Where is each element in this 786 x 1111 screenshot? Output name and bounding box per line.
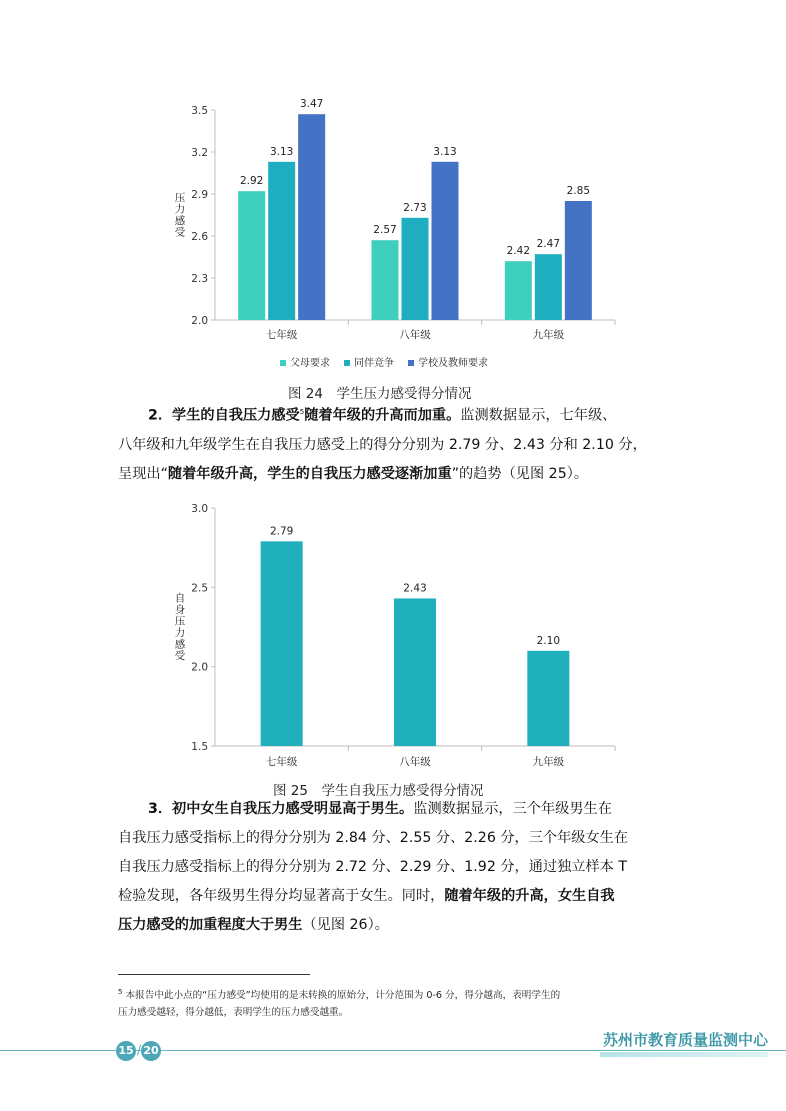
footnote-ref[interactable]: 5 [299,408,305,416]
fig24-data-label: 3.13 [433,145,457,158]
fig25-y-tick-label: 3.0 [191,503,208,515]
p2-l3b: ”的趋势（见图 25）。 [451,465,589,482]
fig25-y-axis-label: 自身压力感受 [174,592,186,663]
fig24-bar [565,201,592,320]
fig25-bar [527,651,569,746]
p2-line2: 八年级和九年级学生在自我压力感受上的得分分别为 2.79 分、2.43 分和 2.10 分， [118,436,647,453]
p2-bold2: 随着年级的升高而加重。 [304,407,461,424]
fig25-bar [261,541,303,746]
p3-line4 [118,882,678,911]
p3-line1 [118,795,678,824]
page-current: 15 [116,1041,136,1061]
fig24-caption: 图 24 学生压力感受得分情况 [288,386,472,402]
fig24-y-tick-label: 2.3 [191,273,208,285]
paragraph-2 [118,398,678,489]
fig25-x-tick-label: 八年级 [399,756,431,768]
fig25-bar [394,598,436,746]
fig24-bar [535,254,562,320]
fig24-bar [372,240,399,320]
p2-l3a: 呈现出“ [118,465,168,482]
fig25-y-tick-label: 2.5 [191,582,208,595]
fig24-legend-swatch [280,360,286,366]
fig24-bar [432,162,459,320]
footnote-line2: 压力感受越轻，得分越低，表明学生的压力感受越重。 [118,1007,349,1019]
p2-line3 [118,460,678,489]
page-total: 20 [141,1041,161,1061]
fig24-data-label: 3.47 [299,98,324,111]
footnote-line1 [118,984,678,1004]
footer-bar [600,1052,768,1057]
fig24-legend-swatch [408,360,414,366]
fig25-data-label: 2.43 [403,582,427,595]
footnote-mark: 5 [118,988,123,996]
footnote-text1: 本报告中此小点的“压力感受”均使用的是未转换的原始分，计分范围为 0-6 分，得分越高，表明学生的 [125,990,561,1002]
fig25-data-label: 2.10 [536,634,561,647]
fig24-data-label: 2.57 [373,224,397,237]
p2-rest: 监测数据显示，七年级、 [460,407,617,424]
chart-fig24 [160,95,630,375]
p2-line1 [118,398,678,431]
footnote [118,984,678,1021]
fig24-bar [298,114,325,320]
fig24-bar [402,218,429,320]
fig24-x-tick-label: 七年级 [265,329,298,341]
fig24-x-tick-label: 八年级 [399,329,431,341]
center-name: 苏州市教育质量监测中心 [602,1031,768,1049]
p3-bold1: 3．初中女生自我压力感受明显高于男生。 [148,801,414,817]
fig24-data-label: 2.42 [506,245,531,258]
fig24-y-tick-label: 3.2 [191,147,208,159]
fig25-data-label: 2.79 [269,525,294,538]
fig24-legend-label: 父母要求 [290,358,330,369]
fig24-legend-swatch [344,360,350,366]
p3-l5b: （见图 26）。 [302,917,389,933]
fig24-legend-label: 同伴竞争 [354,358,394,369]
fig24-bar [238,191,265,320]
fig24-y-tick-label: 2.6 [191,231,208,243]
p3-rest: 监测数据显示，三个年级男生在 [413,801,612,817]
p3-line3: 自我压力感受指标上的得分分别为 2.72 分、2.29 分、1.92 分，通过独立样本 T [118,859,628,875]
fig24-data-label: 2.85 [566,185,591,197]
fig24-data-label: 3.13 [269,145,294,158]
chart-fig24-svg [160,95,630,375]
page-separator: / [137,1043,142,1057]
fig24-data-label: 2.47 [536,238,561,251]
paragraph-3 [118,795,678,940]
fig24-y-tick-label: 3.5 [191,105,208,117]
fig25-x-tick-label: 七年级 [265,756,298,768]
p3-line2: 自我压力感受指标上的得分分别为 2.84 分、2.55 分、2.26 分，三个年级女生在 [118,830,629,846]
p2-bold1: 2．学生的自我压力感受 [148,407,300,424]
p3-l4a: 检验发现，各年级男生得分均显著高于女生。同时， [118,888,445,904]
fig24-y-tick-label: 2.0 [191,315,208,327]
p3-l5-bold: 压力感受的加重程度大于男生 [118,917,303,933]
fig24-data-label: 2.92 [239,175,264,188]
fig24-bar [505,261,532,320]
p3-l4-bold: 随着年级的升高，女生自我 [444,888,615,904]
fig24-x-tick-label: 九年级 [532,329,565,341]
fig25-y-tick-label: 2.0 [191,661,208,674]
fig25-y-tick-label: 1.5 [191,741,208,753]
fig24-legend-label: 学校及教师要求 [418,358,488,369]
fig24-bar [268,162,295,320]
fig25-caption: 图 25 学生自我压力感受得分情况 [273,783,484,799]
chart-fig25 [160,500,630,775]
fig24-y-axis-label: 压力感受 [174,192,186,239]
fig25-x-tick-label: 九年级 [532,756,565,768]
chart-fig25-svg [160,500,630,775]
footnote-rule [118,974,310,975]
p2-l3-bold: 随着年级升高，学生的自我压力感受逐渐加重 [167,465,452,482]
p3-line5 [118,911,678,940]
fig24-y-tick-label: 2.9 [191,189,208,201]
fig24-data-label: 2.73 [403,201,427,214]
